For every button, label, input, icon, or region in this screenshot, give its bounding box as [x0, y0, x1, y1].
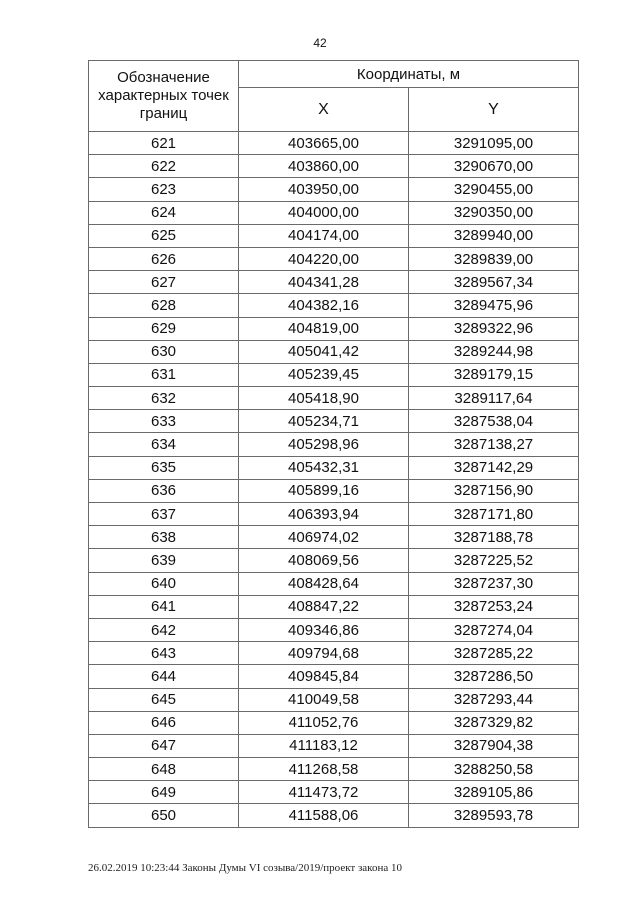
- y-coordinate-cell: 3290455,00: [409, 178, 579, 201]
- y-coordinate-cell: 3287274,04: [409, 618, 579, 641]
- x-coordinate-cell: 404000,00: [239, 201, 409, 224]
- y-coordinate-cell: 3287171,80: [409, 503, 579, 526]
- table-row: [89, 642, 579, 665]
- table-body: [89, 132, 579, 828]
- y-coordinate-cell: 3291095,00: [409, 132, 579, 155]
- point-id-cell: 633: [89, 410, 239, 433]
- y-coordinate-cell: 3287293,44: [409, 688, 579, 711]
- y-coordinate-cell: 3287138,27: [409, 433, 579, 456]
- table-row: [89, 758, 579, 781]
- x-coordinate-cell: 411588,06: [239, 804, 409, 827]
- x-coordinate-cell: 405041,42: [239, 340, 409, 363]
- point-id-cell: 639: [89, 549, 239, 572]
- point-id-cell: 648: [89, 758, 239, 781]
- x-coordinate-cell: 409346,86: [239, 618, 409, 641]
- y-coordinate-cell: 3287142,29: [409, 456, 579, 479]
- point-id-cell: 629: [89, 317, 239, 340]
- coordinates-table: [88, 60, 579, 828]
- point-id-cell: 635: [89, 456, 239, 479]
- x-coordinate-cell: 411473,72: [239, 781, 409, 804]
- header-y: Y: [409, 88, 579, 132]
- y-coordinate-cell: 3287904,38: [409, 734, 579, 757]
- x-coordinate-cell: 411268,58: [239, 758, 409, 781]
- point-id-cell: 641: [89, 595, 239, 618]
- table-row: [89, 201, 579, 224]
- x-coordinate-cell: 403860,00: [239, 155, 409, 178]
- table-row: [89, 178, 579, 201]
- y-coordinate-cell: 3287329,82: [409, 711, 579, 734]
- point-id-cell: 631: [89, 363, 239, 386]
- y-coordinate-cell: 3289244,98: [409, 340, 579, 363]
- table-row: [89, 387, 579, 410]
- table-row: [89, 456, 579, 479]
- point-id-cell: 650: [89, 804, 239, 827]
- page-number: 42: [313, 36, 327, 50]
- x-coordinate-cell: 408847,22: [239, 595, 409, 618]
- point-id-cell: 638: [89, 526, 239, 549]
- table-header: [89, 61, 579, 132]
- y-coordinate-cell: 3290350,00: [409, 201, 579, 224]
- x-coordinate-cell: 409845,84: [239, 665, 409, 688]
- point-id-cell: 645: [89, 688, 239, 711]
- x-coordinate-cell: 405899,16: [239, 479, 409, 502]
- table-row: [89, 317, 579, 340]
- x-coordinate-cell: 406393,94: [239, 503, 409, 526]
- point-id-cell: 625: [89, 224, 239, 247]
- table-row: [89, 340, 579, 363]
- table-row: [89, 132, 579, 155]
- x-coordinate-cell: 403950,00: [239, 178, 409, 201]
- x-coordinate-cell: 408428,64: [239, 572, 409, 595]
- x-coordinate-cell: 408069,56: [239, 549, 409, 572]
- table-row: [89, 271, 579, 294]
- table-row: [89, 224, 579, 247]
- point-id-cell: 623: [89, 178, 239, 201]
- y-coordinate-cell: 3287225,52: [409, 549, 579, 572]
- x-coordinate-cell: 404819,00: [239, 317, 409, 340]
- point-id-cell: 628: [89, 294, 239, 317]
- x-coordinate-cell: 405298,96: [239, 433, 409, 456]
- y-coordinate-cell: 3287237,30: [409, 572, 579, 595]
- x-coordinate-cell: 406974,02: [239, 526, 409, 549]
- table-row: [89, 503, 579, 526]
- point-id-cell: 643: [89, 642, 239, 665]
- x-coordinate-cell: 411183,12: [239, 734, 409, 757]
- table-row: [89, 804, 579, 827]
- y-coordinate-cell: 3289567,34: [409, 271, 579, 294]
- y-coordinate-cell: 3290670,00: [409, 155, 579, 178]
- x-coordinate-cell: 405234,71: [239, 410, 409, 433]
- table-row: [89, 155, 579, 178]
- header-designation: Обозначение характерных точек границ: [89, 61, 239, 132]
- table-row: [89, 688, 579, 711]
- table-row: [89, 711, 579, 734]
- point-id-cell: 646: [89, 711, 239, 734]
- x-coordinate-cell: 404382,16: [239, 294, 409, 317]
- point-id-cell: 637: [89, 503, 239, 526]
- table-row: [89, 410, 579, 433]
- y-coordinate-cell: 3287286,50: [409, 665, 579, 688]
- x-coordinate-cell: 405418,90: [239, 387, 409, 410]
- x-coordinate-cell: 404341,28: [239, 271, 409, 294]
- point-id-cell: 642: [89, 618, 239, 641]
- x-coordinate-cell: 405239,45: [239, 363, 409, 386]
- table-row: [89, 363, 579, 386]
- y-coordinate-cell: 3289105,86: [409, 781, 579, 804]
- y-coordinate-cell: 3287285,22: [409, 642, 579, 665]
- point-id-cell: 632: [89, 387, 239, 410]
- point-id-cell: 634: [89, 433, 239, 456]
- point-id-cell: 626: [89, 247, 239, 270]
- y-coordinate-cell: 3289839,00: [409, 247, 579, 270]
- point-id-cell: 649: [89, 781, 239, 804]
- x-coordinate-cell: 403665,00: [239, 132, 409, 155]
- y-coordinate-cell: 3289475,96: [409, 294, 579, 317]
- x-coordinate-cell: 404220,00: [239, 247, 409, 270]
- table-row: [89, 595, 579, 618]
- y-coordinate-cell: 3289940,00: [409, 224, 579, 247]
- table-row: [89, 618, 579, 641]
- table-row: [89, 247, 579, 270]
- x-coordinate-cell: 411052,76: [239, 711, 409, 734]
- point-id-cell: 627: [89, 271, 239, 294]
- point-id-cell: 630: [89, 340, 239, 363]
- table-row: [89, 294, 579, 317]
- header-x: X: [239, 88, 409, 132]
- x-coordinate-cell: 409794,68: [239, 642, 409, 665]
- y-coordinate-cell: 3287538,04: [409, 410, 579, 433]
- x-coordinate-cell: 405432,31: [239, 456, 409, 479]
- y-coordinate-cell: 3289117,64: [409, 387, 579, 410]
- point-id-cell: 622: [89, 155, 239, 178]
- table-row: [89, 781, 579, 804]
- point-id-cell: 624: [89, 201, 239, 224]
- y-coordinate-cell: 3287156,90: [409, 479, 579, 502]
- point-id-cell: 621: [89, 132, 239, 155]
- table-row: [89, 572, 579, 595]
- y-coordinate-cell: 3289179,15: [409, 363, 579, 386]
- x-coordinate-cell: 410049,58: [239, 688, 409, 711]
- point-id-cell: 647: [89, 734, 239, 757]
- table-row: [89, 526, 579, 549]
- table-row: [89, 665, 579, 688]
- table-row: [89, 549, 579, 572]
- y-coordinate-cell: 3287253,24: [409, 595, 579, 618]
- y-coordinate-cell: 3287188,78: [409, 526, 579, 549]
- footer-stamp: 26.02.2019 10:23:44 Законы Думы VI созыва/2019/проект закона 10: [88, 862, 402, 874]
- point-id-cell: 644: [89, 665, 239, 688]
- table-row: [89, 433, 579, 456]
- y-coordinate-cell: 3289322,96: [409, 317, 579, 340]
- table-row: [89, 479, 579, 502]
- table-row: [89, 734, 579, 757]
- y-coordinate-cell: 3289593,78: [409, 804, 579, 827]
- point-id-cell: 640: [89, 572, 239, 595]
- header-coordinates: Координаты, м: [239, 61, 579, 88]
- x-coordinate-cell: 404174,00: [239, 224, 409, 247]
- y-coordinate-cell: 3288250,58: [409, 758, 579, 781]
- point-id-cell: 636: [89, 479, 239, 502]
